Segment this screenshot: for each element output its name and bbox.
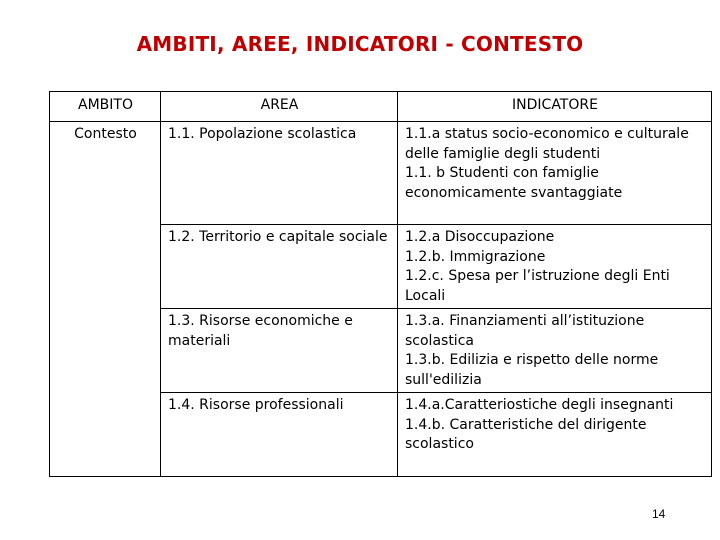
header-area: AREA: [161, 92, 398, 122]
area-cell: 1.2. Territorio e capitale sociale: [161, 225, 398, 309]
indicator-cell: [398, 309, 712, 393]
area-cell: 1.4. Risorse professionali: [161, 393, 398, 477]
indicator-item: 1.3.a. Finanziamenti all’istituzione scolastica: [405, 313, 645, 349]
indicator-item: 1.4.b. Caratteristiche del dirigente scolastico: [405, 416, 647, 452]
indicator-item: 1.1. b Studenti con famiglie economicamente svantaggiate: [405, 165, 623, 201]
indicator-cell: [398, 393, 712, 477]
page-title: AMBITI, AREE, INDICATORI - CONTESTO: [136, 32, 584, 56]
header-indicatore: INDICATORE: [398, 92, 712, 122]
ambito-cell: Contesto: [50, 122, 161, 477]
indicator-cell: [398, 122, 712, 225]
indicators-table: [49, 91, 712, 477]
table-header-row: [50, 92, 712, 122]
table-row: [50, 122, 712, 225]
indicator-item: 1.2.a Disoccupazione: [405, 229, 555, 245]
page-number: 14: [652, 507, 666, 521]
indicator-cell: [398, 225, 712, 309]
indicator-item: 1.2.b. Immigrazione: [405, 248, 546, 265]
header-ambito: AMBITO: [50, 92, 161, 122]
area-cell: 1.3. Risorse economiche e materiali: [161, 309, 398, 393]
indicator-item: 1.2.c. Spesa per l’istruzione degli Enti Locali: [405, 268, 670, 304]
indicator-item: 1.1.a status socio-economico e culturale delle famiglie degli studenti: [405, 126, 689, 162]
area-cell: 1.1. Popolazione scolastica: [161, 122, 398, 225]
indicator-item: 1.3.b. Edilizia e rispetto delle norme sull'edilizia: [405, 352, 659, 388]
indicator-item: 1.4.a.Caratteriostiche degli insegnanti: [405, 397, 674, 413]
